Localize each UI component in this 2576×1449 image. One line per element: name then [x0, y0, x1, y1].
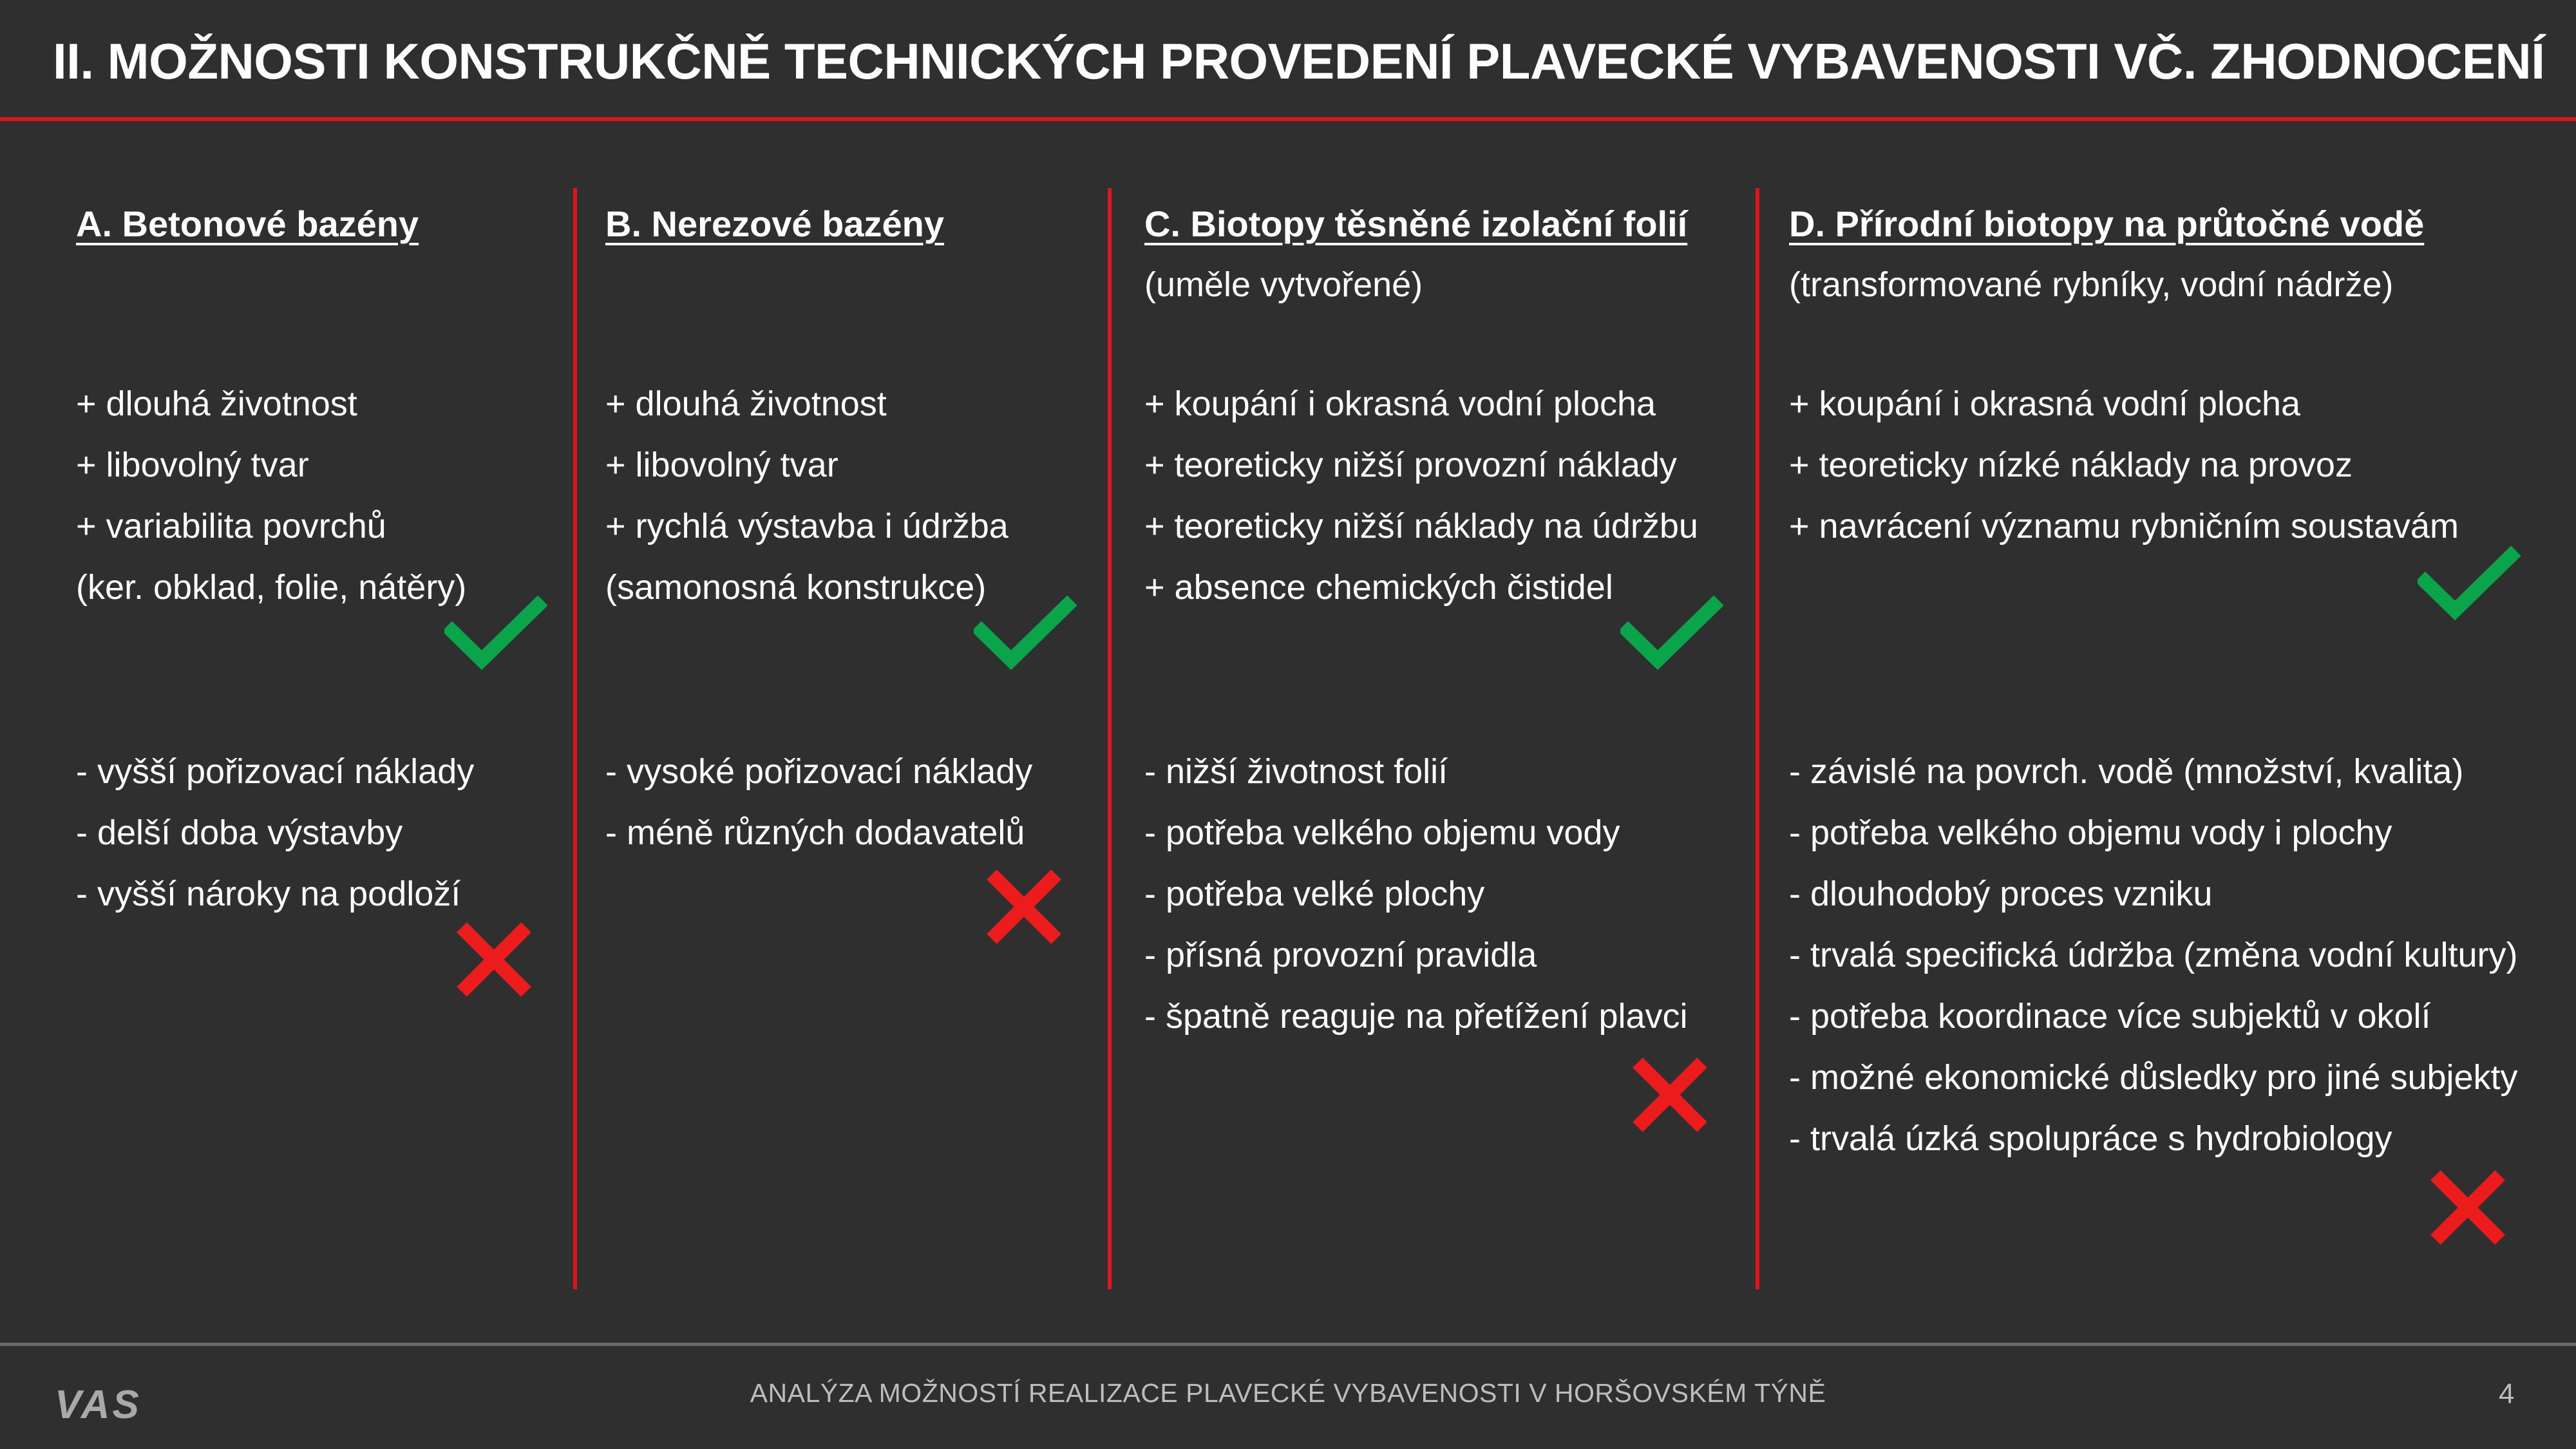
column-heading: B. Nerezové bazény — [605, 204, 944, 244]
title-divider — [0, 117, 2576, 121]
pros-item: (samonosná konstrukce) — [605, 568, 987, 607]
column-subheading: (uměle vytvořené) — [1144, 265, 1423, 304]
pros-item: + navrácení významu rybničním soustavám — [1789, 507, 2459, 545]
column-concrete-pools — [76, 193, 475, 913]
pros-item: + libovolný tvar — [76, 446, 309, 484]
column-divider — [1108, 188, 1112, 1289]
check-icon — [2418, 546, 2521, 623]
pros-list — [1144, 374, 1698, 618]
cons-item: - trvalá úzká spolupráce s hydrobiology — [1789, 1119, 2392, 1158]
page-title: II. MOŽNOSTI KONSTRUKČNĚ TECHNICKÝCH PROVEDENÍ PLAVECKÉ VYBAVENOSTI VČ. ZHODNOCENÍ — [53, 33, 2545, 90]
pros-item: + rychlá výstavba i údržba — [605, 507, 1009, 545]
cons-item: - závislé na povrch. vodě (množství, kvalita) — [1789, 752, 2464, 791]
check-icon — [444, 596, 547, 673]
cons-item: - potřeba velkého objemu vody — [1144, 813, 1620, 852]
cons-list — [76, 741, 474, 925]
pros-list — [76, 374, 466, 618]
cons-item: - trvalá specifická údržba (změna vodní kultury) — [1789, 936, 2518, 974]
column-stainless-pools — [605, 193, 1033, 852]
cross-icon — [455, 921, 533, 998]
cons-item: - přísná provozní pravidla — [1144, 936, 1537, 974]
column-subheading: (transformované rybníky, vodní nádrže) — [1789, 265, 2394, 304]
cons-list — [605, 741, 1032, 864]
column-subheading — [605, 254, 944, 316]
cons-item: - potřeba koordinace více subjektů v okolí — [1789, 997, 2431, 1036]
cons-item: - potřeba velké plochy — [1144, 875, 1485, 913]
cross-icon — [1631, 1056, 1709, 1133]
pros-item: (ker. obklad, folie, nátěry) — [76, 568, 467, 607]
cons-item: - méně různých dodavatelů — [605, 813, 1025, 852]
cons-item: - delší doba výstavby — [76, 813, 403, 852]
cons-item: - vysoké pořizovací náklady — [605, 752, 1033, 791]
footer-title: ANALÝZA MOŽNOSTÍ REALIZACE PLAVECKÉ VYBAVENOSTI V HORŠOVSKÉM TÝNĚ — [750, 1378, 1826, 1408]
cons-item: - potřeba velkého objemu vody i plochy — [1789, 813, 2392, 852]
pros-item: + absence chemických čistidel — [1144, 568, 1613, 607]
column-divider — [1756, 188, 1759, 1289]
cons-item: - vyšší pořizovací náklady — [76, 752, 475, 791]
cons-item: - špatně reaguje na přetížení plavci — [1144, 997, 1688, 1036]
pros-item: + teoreticky nízké náklady na provoz — [1789, 446, 2353, 484]
cons-item: - vyšší nároky na podloží — [76, 875, 461, 913]
column-foil-biotopes — [1144, 193, 1698, 1036]
page-number: 4 — [2499, 1378, 2515, 1410]
pros-item: + dlouhá životnost — [605, 384, 887, 423]
cons-item: - dlouhodobý proces vzniku — [1789, 875, 2213, 913]
logo-text: VAS — [55, 1383, 142, 1427]
column-subheading — [76, 254, 419, 316]
pros-item: + teoreticky nižší náklady na údržbu — [1144, 507, 1698, 545]
pros-item: + koupání i okrasná vodní plocha — [1144, 384, 1656, 423]
check-icon — [1620, 596, 1723, 673]
column-heading: A. Betonové bazény — [76, 204, 419, 244]
column-heading: C. Biotopy těsněné izolační folií — [1144, 204, 1688, 244]
column-natural-biotopes — [1789, 193, 2518, 1158]
footer-divider — [0, 1343, 2576, 1346]
cons-item: - možné ekonomické důsledky pro jiné subjekty — [1789, 1058, 2518, 1097]
pros-item: + teoreticky nižší provozní náklady — [1144, 446, 1677, 484]
cons-item: - nižší životnost folií — [1144, 752, 1448, 791]
check-icon — [974, 596, 1077, 673]
pros-item: + dlouhá životnost — [76, 384, 357, 423]
column-divider — [573, 188, 577, 1289]
pros-item: + variabilita povrchů — [76, 507, 386, 545]
pros-item: + libovolný tvar — [605, 446, 838, 484]
cross-icon — [2429, 1169, 2506, 1246]
cross-icon — [985, 868, 1063, 945]
cons-list — [1144, 741, 1688, 1047]
cons-list — [1789, 741, 2518, 1170]
pros-list — [1789, 374, 2459, 557]
column-heading: D. Přírodní biotopy na průtočné vodě — [1789, 204, 2425, 244]
pros-item: + koupání i okrasná vodní plocha — [1789, 384, 2301, 423]
pros-list — [605, 374, 1009, 618]
